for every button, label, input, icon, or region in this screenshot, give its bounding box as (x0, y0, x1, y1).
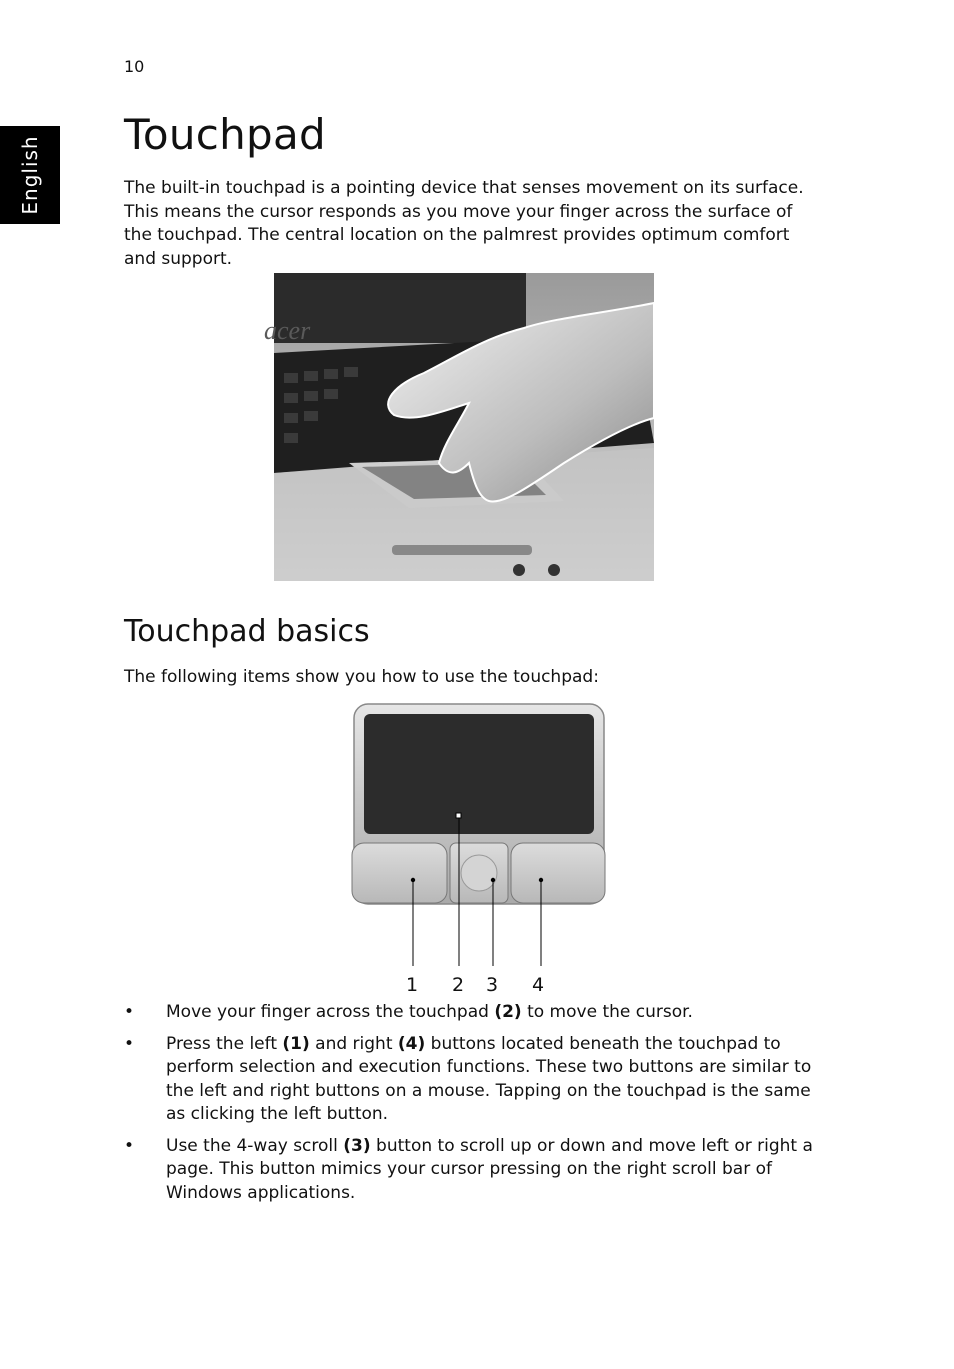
bullet-icon: • (124, 1033, 135, 1054)
usage-list (124, 1001, 824, 1213)
left-button (352, 843, 447, 903)
language-tab-label: English (18, 135, 42, 215)
callout-3: 3 (485, 974, 499, 996)
right-button (511, 843, 605, 903)
list-item: • Press the left (1) and right (4) buttons located beneath the touchpad to perform selection and execution functions. These two buttons are similar to the left and right buttons on a mouse. Tapping on the touchpad is the same as clicking the left button. (124, 1033, 812, 1124)
list-item: • Use the 4-way scroll (3) button to scroll up or down and move left or right a page. This button mimics your cursor pressing on the right scroll bar of Windows applications. (124, 1135, 813, 1203)
page-title: Touchpad (124, 110, 327, 159)
callout-2: 2 (451, 974, 465, 996)
language-tab (0, 126, 60, 224)
bullet-icon: • (124, 1135, 135, 1156)
page-number: 10 (124, 57, 145, 76)
touchpad-surface (364, 714, 594, 834)
touchpad-diagram (346, 698, 656, 998)
section-title: Touchpad basics (124, 614, 370, 649)
bullet-icon: • (124, 1002, 135, 1022)
acer-logo: acer (264, 316, 311, 345)
callout-4: 4 (531, 974, 545, 996)
intro-paragraph: The built-in touchpad is a pointing device that senses movement on its surface. This means the cursor responds as you move your finger across the surface of the touchpad. The central location on the palmrest provides optimum comfort and support. (124, 178, 804, 269)
callout-1: 1 (405, 974, 419, 996)
four-way-scroll-icon (461, 855, 497, 891)
hand-on-touchpad-illustration (264, 273, 654, 581)
section-lead: The following items show you how to use the touchpad: (124, 667, 599, 687)
list-item: • Move your finger across the touchpad (2) to move the cursor. (124, 1001, 824, 1025)
